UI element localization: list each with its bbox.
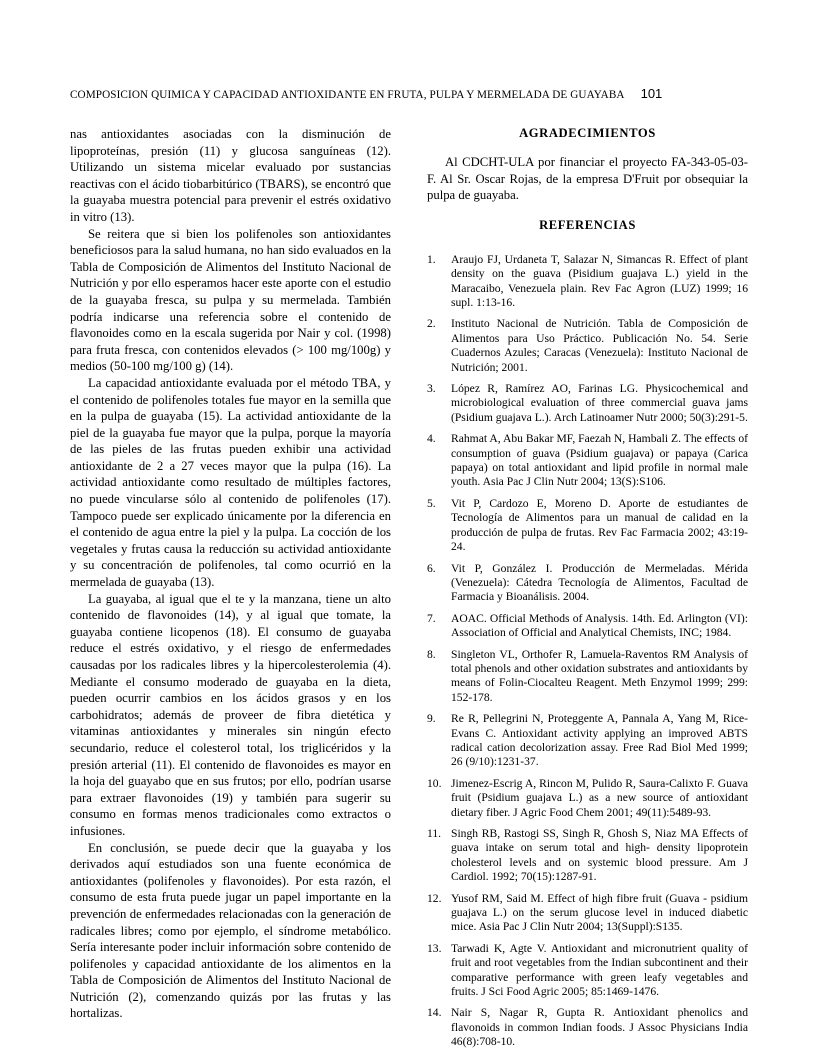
reference-list	[427, 253, 748, 1050]
acknowledgements-text: Al CDCHT-ULA por financiar el proyecto FA-343-05-03-F. Al Sr. Oscar Rojas, de la empresa D'Fruit por obsequiar la pulpa de guayaba.	[427, 155, 748, 203]
reference-number: 1.	[427, 252, 436, 266]
reference-number: 9.	[427, 712, 436, 726]
reference-number: 2.	[427, 317, 436, 331]
reference-number: 7.	[427, 611, 436, 625]
list-item	[427, 827, 748, 885]
spacer	[427, 204, 748, 218]
spacer	[427, 246, 748, 253]
list-item	[427, 777, 748, 820]
list-item	[427, 892, 748, 935]
reference-text: Instituto Nacional de Nutrición. Tabla de Composición de Alimentos para Uso Práctico. Publicación No. 54. Serie Cuadernos Azules; Caracas (Venezuela): Instituto Nacional de Nutrición; 2001.	[451, 317, 748, 374]
list-item	[427, 648, 748, 706]
reference-number: 14.	[427, 1006, 442, 1020]
reference-text: Yusof RM, Said M. Effect of high fibre fruit (Guava - psidium guajava L.) on the serum glucose level in induced diabetic mice. Asia Pac J Clin Nutr 2004; 13(Suppl):S135.	[451, 891, 748, 934]
reference-text: Araujo FJ, Urdaneta T, Salazar N, Simancas R. Effect of plant density on the guava (Pisidium guajava L.) yield in the Maracaibo, Venezuela plain. Rev Fac Agron (LUZ) 1999; 16 supl. 1:13-16.	[451, 252, 748, 309]
list-item	[427, 1006, 748, 1049]
references-heading: REFERENCIAS	[539, 217, 636, 232]
reference-text: AOAC. Official Methods of Analysis. 14th. Ed. Arlington (VI): Association of Official and Analytical Chemists, INC; 1984.	[451, 611, 748, 640]
reference-number: 4.	[427, 432, 436, 446]
list-item	[427, 497, 748, 555]
list-item	[427, 432, 748, 490]
reference-text: Rahmat A, Abu Bakar MF, Faezah N, Hambali Z. The effects of consumption of guava (Psidium guajava) or papaya (Carica papaya) on total antioxidant and lipid profile in normal male youth. Asia Pac J Clin Nutr 2004; 13(S):S106.	[451, 432, 748, 489]
list-item	[427, 317, 748, 375]
reference-number: 11.	[427, 827, 442, 840]
reference-text: Jimenez-Escrig A, Rincon M, Pulido R, Saura-Calixto F. Guava fruit (Psidium guajava L.) as a new source of antioxidant dietary fiber. J Agric Food Chem 2001; 49(11):5489-93.	[451, 776, 748, 819]
list-item	[427, 382, 748, 425]
reference-number: 5.	[427, 496, 436, 510]
reference-number: 8.	[427, 647, 436, 661]
list-item	[427, 253, 748, 311]
page-number: 101	[640, 86, 663, 101]
list-item	[427, 712, 748, 770]
reference-number: 10.	[427, 776, 442, 790]
list-item	[427, 612, 748, 641]
reference-text: Singleton VL, Orthofer R, Lamuela-Raventos RM Analysis of total phenols and other oxidation substrates and antioxidants by means of Folin-Ciocalteu Reagent. Meth Enzymol 1999; 299: 152-178.	[451, 647, 748, 704]
running-head	[70, 86, 746, 101]
running-head-title: COMPOSICION QUIMICA Y CAPACIDAD ANTIOXIDANTE EN FRUTA, PULPA Y MERMELADA DE GUAYABA	[70, 89, 625, 101]
reference-text: Vit P, González I. Producción de Mermeladas. Mérida (Venezuela): Cátedra Tecnología de Alimentos, Facultad de Farmacia y Bioanálisis. 2004.	[451, 561, 748, 604]
paragraph: La guayaba, al igual que el te y la manzana, tiene un alto contenido de flavonoides (14), y al igual que tomate, la guayaba contiene licopenos (18). El consumo de guayaba reduce el estrés oxidativo, y el riesgo de enfermedades causadas por los radicales libres y la hipercolesterolemia (4). Mediante el consumo moderado de guayaba en la dieta, pueden ocurrir cambios en los ácidos grasos y en los carbohidratos; además de proveer de fibra dietética y vitaminas antioxidantes y minerales sin ningún efecto secundario, reduce el colesterol total, los triglicéridos y la presión arterial (11). El contenido de flavonoides es mayor en la hoja del guayabo que en sus frutos; por ello, podrían usarse para extraer flavonoides (19) y también para sugerir su consumo en formas menos tradicionales como extractos o infusiones.	[70, 591, 391, 838]
paragraph: nas antioxidantes asociadas con la disminución de lipoproteínas, presión (11) y glucosa sanguíneas (12). Utilizando un sistema micelar evaluado por sustancias reactivas con el ácido tiobarbitúrico (TBARS), se encontró que la guayaba muestra potencial para prevenir el estrés oxidativo in vitro (13).	[70, 127, 391, 224]
reference-text: Singh RB, Rastogi SS, Singh R, Ghosh S, Niaz MA Effects of guava intake on serum total and high- density lipoprotein cholesterol levels and on systemic blood pressure. Am J Cardiol. 1992; 70(15):1287-91.	[451, 827, 748, 884]
paragraph: En conclusión, se puede decir que la guayaba y los derivados aquí estudiados son una fuente económica de antioxidantes (polifenoles y flavonoides). Por esta razón, el consumo de esta fruta puede jugar un papel importante en la prevención de enfermedades relacionadas con la generación de radicales libres; como por ejemplo, el síndrome metabólico. Sería interesante poder incluir información sobre contenido de polifenoles y capacidad antioxidante de los alimentos en la Tabla de Composición de Alimentos del Instituto Nacional de Nutrición (2), comenzando quizás por las frutas y las hortalizas.	[70, 840, 391, 1021]
reference-text: Vit P, Cardozo E, Moreno D. Aporte de estudiantes de Tecnología de Alimentos para un manual de calidad en la producción de pulpa de frutas. Rev Fac Farmacia 2002; 43:19-24.	[451, 496, 748, 554]
acknowledgements-heading: AGRADECIMIENTOS	[519, 126, 656, 140]
left-column	[70, 126, 391, 1026]
right-column	[427, 126, 748, 1049]
paragraph: La capacidad antioxidante evaluada por el método TBA, y el contenido de polifenoles totales fue mayor en la semilla que en la pulpa de guayaba (15). La actividad antioxidante de la piel de la guayaba fue mayor que la pulpa, porque la mayoría de las pieles de las frutas pueden exhibir una actividad antioxidante de 2 a 27 veces mayor que la pulpa (16). La actividad antioxidante como resultado de múltiples factores, no puede vincularse sólo al contenido de polifenoles (17). Tampoco puede ser explicado únicamente por la diferencia en el contenido de agua entre la piel y la pulpa. La cocción de los vegetales y frutas causa la reducción su actividad antioxidante y su concentración de polifenoles, tal como ocurrió en la mermelada de guayaba (13).	[70, 375, 391, 590]
paragraph: Se reitera que si bien los polifenoles son antioxidantes beneficiosos para la salud humana, no han sido evaluados en la Tabla de Composición de Alimentos del Instituto Nacional de Nutrición y por ello esperamos hacer este aporte con el estudio de la guayaba fresca, su pulpa y su mermelada. También podría indicarse una referencia sobre el contenido de flavonoides como en la escala sugerida por Nair y col. (1998) para fruta fresca, con contenidos elevados (> 100 mg/100g) y medios (50-100 mg/100 g) (14).	[70, 226, 391, 374]
reference-number: 13.	[427, 941, 442, 955]
reference-number: 3.	[427, 382, 436, 396]
list-item	[427, 562, 748, 605]
two-column-body	[70, 126, 748, 1049]
reference-number: 6.	[427, 561, 436, 575]
reference-text: López R, Ramírez AO, Farinas LG. Physicochemical and microbiological evaluation of three commercial guava jams (Psidium guajava L.). Arch Latinoamer Nutr 2000; 50(3):291-5.	[451, 382, 748, 424]
reference-text: Re R, Pellegrini N, Proteggente A, Pannala A, Yang M, Rice-Evans C. Antioxidant activity applying an improved ABTS radical cation decolorization assay. Free Rad Biol Med 1999; 26 (9/10):1231-37.	[451, 712, 748, 769]
reference-number: 12.	[427, 891, 442, 905]
list-item	[427, 942, 748, 1000]
reference-text: Tarwadi K, Agte V. Antioxidant and micronutrient quality of fruit and root vegetables from the Indian subcontinent and their comparative performance with green leafy vegetables and fruits. J Sci Food Agric 2005; 85:1469-1476.	[451, 941, 748, 999]
reference-text: Nair S, Nagar R, Gupta R. Antioxidant phenolics and flavonoids in common Indian foods. J Assoc Physicians India 46(8):708-10.	[451, 1006, 748, 1049]
